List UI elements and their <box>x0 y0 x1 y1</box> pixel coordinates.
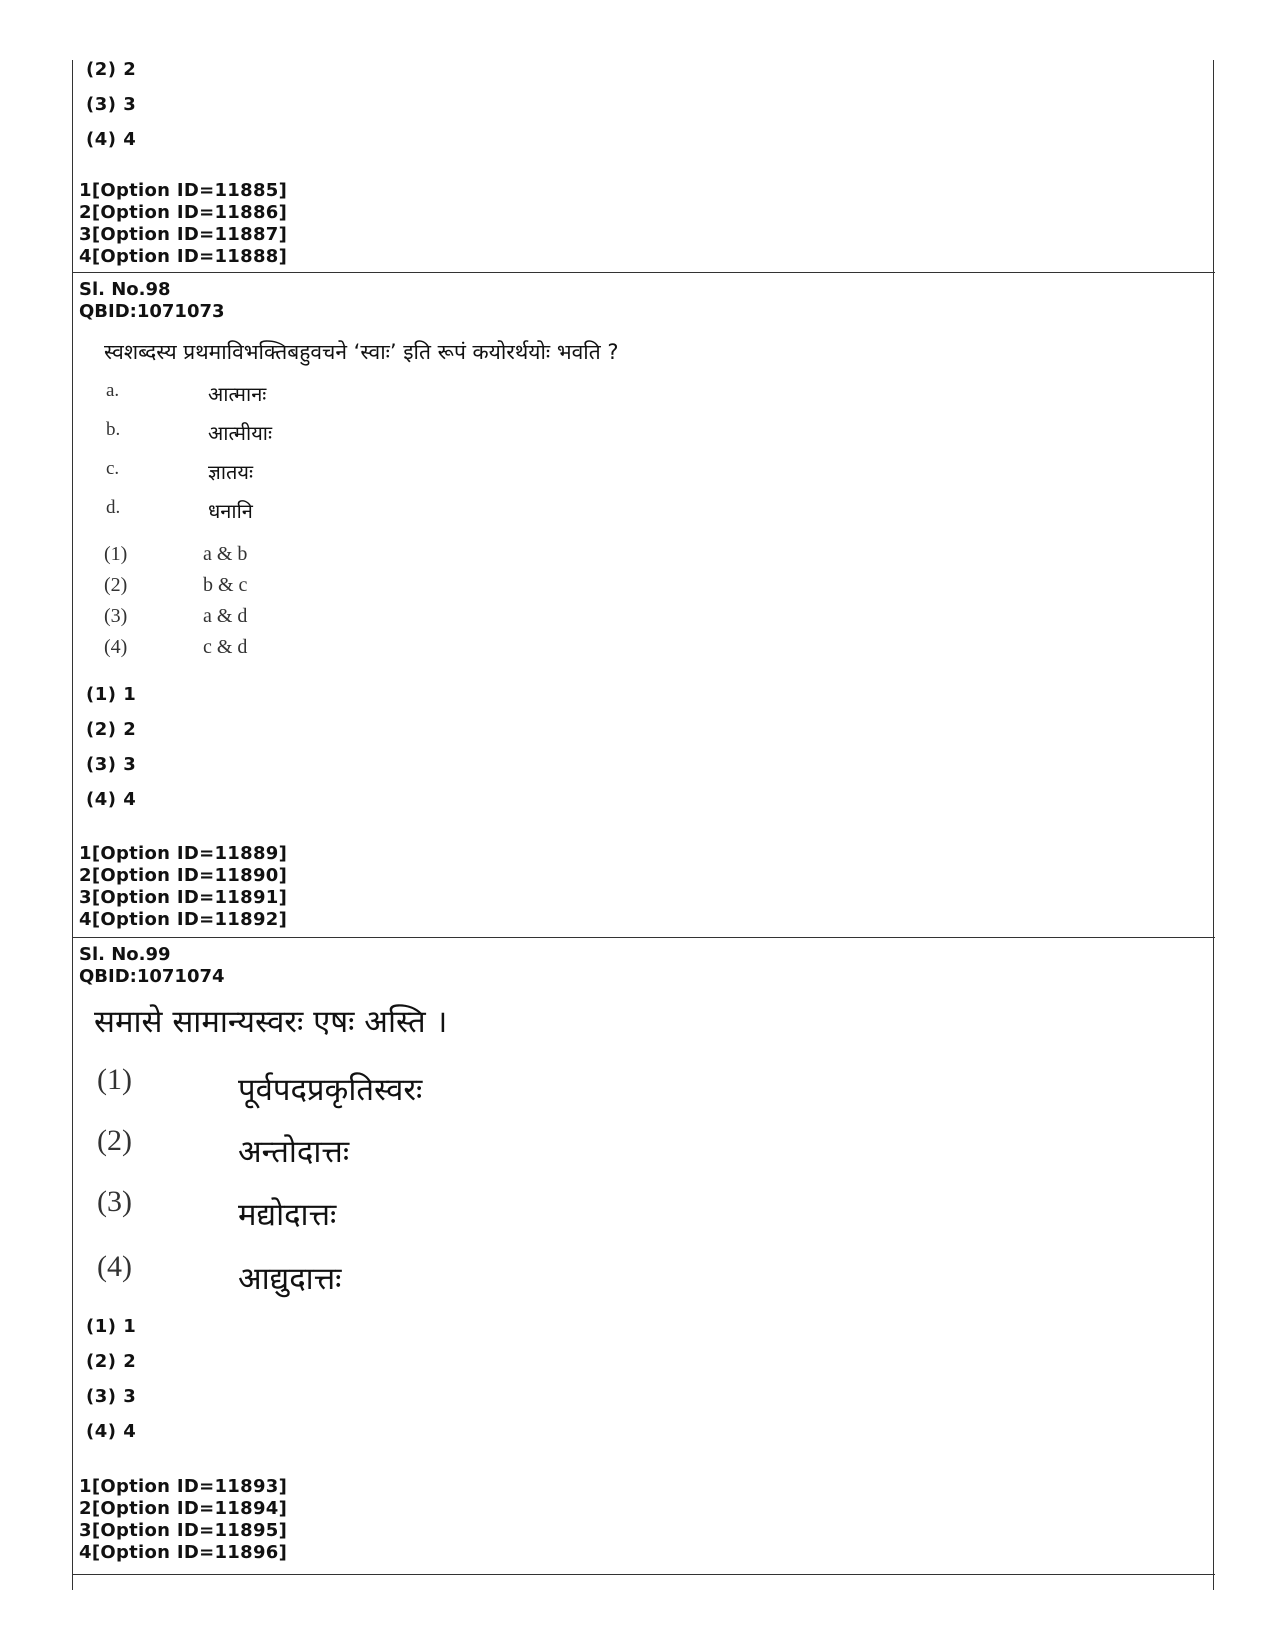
option-id: 2[Option ID=11890] <box>79 865 288 886</box>
choice-text: अन्तोदात्तः <box>238 1134 350 1170</box>
item-key: d. <box>106 497 121 518</box>
choice-text: a & d <box>203 605 248 627</box>
answer-option: (4) 4 <box>86 789 137 810</box>
choice-number: (1) <box>97 1063 132 1096</box>
option-id-list <box>79 180 287 268</box>
qbid: QBID:1071073 <box>79 301 225 322</box>
item-key: b. <box>106 419 121 440</box>
option-id: 1[Option ID=11893] <box>79 1476 288 1497</box>
choice-number: (1) <box>104 543 128 565</box>
choice-number: (3) <box>97 1185 132 1218</box>
section-divider <box>72 937 1215 938</box>
answer-option: (3) 3 <box>86 754 137 775</box>
answer-option: (3) 3 <box>86 1386 137 1407</box>
serial-number: Sl. No.99 <box>79 944 171 965</box>
option-id: 2[Option ID=11894] <box>79 1498 288 1519</box>
choice-number: (4) <box>97 1250 132 1283</box>
option-id: 3[Option ID=11895] <box>79 1520 288 1541</box>
choice-number: (2) <box>97 1124 132 1157</box>
item-key: a. <box>106 380 120 401</box>
question-text: स्वशब्दस्य प्रथमाविभक्तिबहुवचने ‘स्वाः’ इति रूपं कयोरर्थयोः भवति ? <box>104 340 619 364</box>
answer-option: (4) 4 <box>86 129 137 150</box>
option-id: 1[Option ID=11889] <box>79 843 288 864</box>
answer-option: (4) 4 <box>86 1421 137 1442</box>
item-text: ज्ञातयः <box>208 460 254 484</box>
choice-text: मद्योदात्तः <box>238 1197 337 1233</box>
question-header <box>79 279 225 323</box>
item-text: धनानि <box>208 499 253 523</box>
section-divider <box>72 1574 1215 1575</box>
option-id: 4[Option ID=11888] <box>79 246 288 267</box>
option-id: 3[Option ID=11891] <box>79 887 288 908</box>
item-text: आत्मीयाः <box>208 421 273 445</box>
answer-option: (2) 2 <box>86 1351 137 1372</box>
choice-text: आद्युदात्तः <box>238 1261 342 1297</box>
option-id: 2[Option ID=11886] <box>79 202 288 223</box>
choice-number: (3) <box>104 605 128 627</box>
answer-option: (1) 1 <box>86 684 137 705</box>
choice-text: c & d <box>203 636 248 658</box>
answer-option: (2) 2 <box>86 59 137 80</box>
answer-option: (3) 3 <box>86 94 137 115</box>
option-id-list <box>79 1476 287 1564</box>
serial-number: Sl. No.98 <box>79 279 171 300</box>
item-text: आत्मानः <box>208 382 267 406</box>
answer-option: (2) 2 <box>86 719 137 740</box>
choice-number: (4) <box>104 636 128 658</box>
section-divider <box>72 272 1215 273</box>
choice-text: b & c <box>203 574 248 596</box>
option-id-list <box>79 843 287 931</box>
page-frame <box>72 60 1214 1590</box>
choice-text: पूर्वपदप्रकृतिस्वरः <box>238 1072 423 1108</box>
item-key: c. <box>106 458 120 479</box>
question-text: समासे सामान्यस्वरः एषः अस्ति । <box>94 1004 448 1040</box>
option-id: 4[Option ID=11896] <box>79 1542 288 1563</box>
option-id: 1[Option ID=11885] <box>79 180 288 201</box>
option-id: 3[Option ID=11887] <box>79 224 288 245</box>
option-id: 4[Option ID=11892] <box>79 909 288 930</box>
choice-text: a & b <box>203 543 248 565</box>
choice-number: (2) <box>104 574 128 596</box>
qbid: QBID:1071074 <box>79 966 225 987</box>
answer-option: (1) 1 <box>86 1316 137 1337</box>
question-header <box>79 944 225 988</box>
